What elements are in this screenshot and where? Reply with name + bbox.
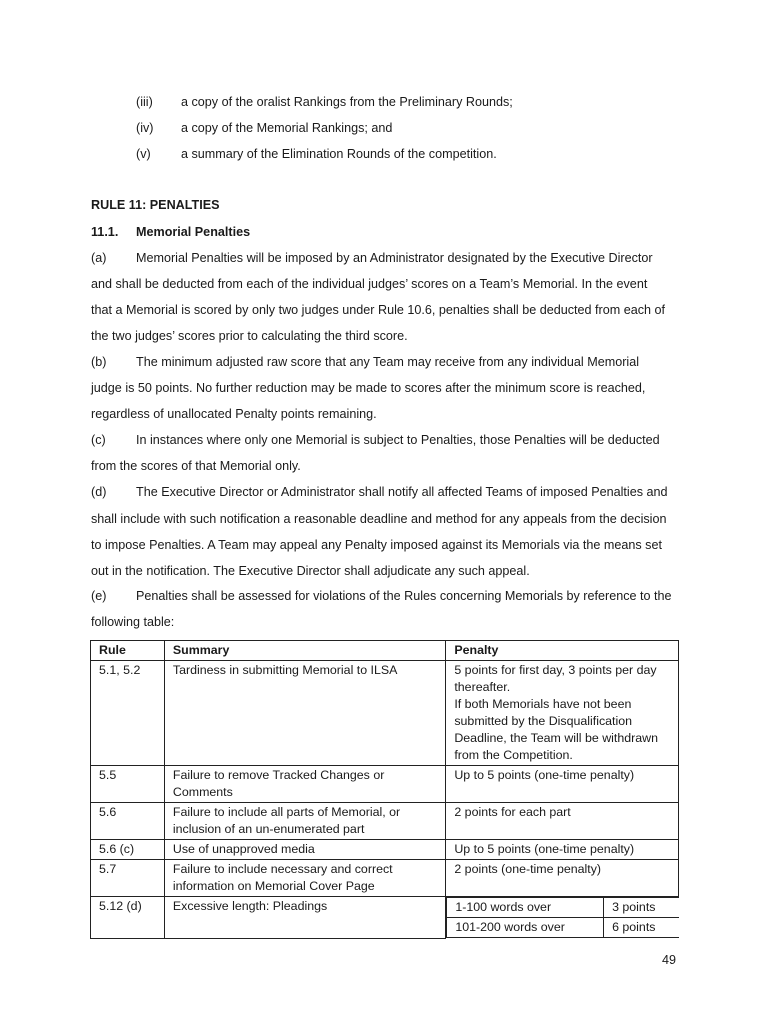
paragraph-line: Memorial Penalties will be imposed by an Administrator designated by the Executive Director <box>136 251 653 265</box>
paragraph-line: the two judges’ scores prior to calculating the third score. <box>91 329 408 343</box>
paragraph-line: The minimum adjusted raw score that any Team may receive from any individual Memorial <box>136 355 640 369</box>
penalty-line: submitted by the Disqualification <box>454 714 633 728</box>
cell-penalty <box>446 803 679 840</box>
paragraph-line: that a Memorial is scored by only two judges under Rule 10.6, penalties shall be deducted from each of <box>91 303 666 317</box>
cell-penalty <box>446 840 679 860</box>
summary-line: inclusion of an un-enumerated part <box>172 822 365 836</box>
penalty-line: Deadline, the Team will be withdrawn <box>454 731 658 745</box>
cell-penalty <box>446 860 679 897</box>
penalty-line: Up to 5 points (one-time penalty) <box>454 768 635 782</box>
section-title: Memorial Penalties <box>136 225 251 239</box>
paragraph-line: out in the notification. The Executive Director shall adjudicate any such appeal. <box>91 564 530 578</box>
table-row <box>91 766 679 803</box>
summary-line: information on Memorial Cover Page <box>172 879 375 893</box>
table-row <box>91 860 679 897</box>
list-item-number: (iii) <box>136 95 153 109</box>
penalty-line: 2 points (one-time penalty) <box>454 862 602 876</box>
list-item-text: a copy of the oralist Rankings from the Preliminary Rounds; <box>181 95 513 109</box>
paragraph-label: (e) <box>91 589 107 603</box>
paragraph-line: following table: <box>91 615 175 629</box>
summary-line: Failure to include all parts of Memorial, or <box>172 805 401 819</box>
paragraph-line: The Executive Director or Administrator shall notify all affected Teams of imposed Penalties and <box>136 485 668 499</box>
paragraph-line: to impose Penalties. A Team may appeal any Penalty imposed against its Memorials via the means set <box>91 538 662 552</box>
cell-summary <box>164 803 445 840</box>
word-points: 3 points <box>604 898 679 918</box>
header-summary: Summary <box>164 641 445 661</box>
paragraph-line: In instances where only one Memorial is subject to Penalties, those Penalties will be deducted <box>136 433 660 447</box>
paragraph-label: (b) <box>91 355 107 369</box>
section-number: 11.1. <box>91 225 119 239</box>
word-range: 1-100 words over <box>447 898 604 918</box>
list-item-text: a copy of the Memorial Rankings; and <box>181 121 393 135</box>
cell-summary <box>164 840 445 860</box>
summary-line: Use of unapproved media <box>172 842 315 856</box>
penalty-line: 5 points for first day, 3 points per day <box>454 663 657 677</box>
cell-rule: 5.6 <box>91 803 165 840</box>
penalty-line: 2 points for each part <box>454 805 571 819</box>
penalties-table <box>90 640 679 939</box>
word-points: 6 points <box>604 918 679 938</box>
list-item-number: (iv) <box>136 121 154 135</box>
table-row <box>91 661 679 766</box>
cell-rule: 5.12 (d) <box>91 897 165 939</box>
summary-line: Failure to remove Tracked Changes or <box>172 768 385 782</box>
cell-summary: Excessive length: Pleadings <box>164 897 445 939</box>
paragraph-line: from the scores of that Memorial only. <box>91 459 301 473</box>
paragraph-line: Penalties shall be assessed for violations of the Rules concerning Memorials by reference to the <box>136 589 672 603</box>
page-number: 49 <box>662 953 677 967</box>
cell-summary <box>164 661 445 766</box>
paragraph-line: judge is 50 points. No further reduction may be made to scores after the minimum score is reached, <box>91 381 646 395</box>
table-row <box>91 897 679 939</box>
paragraph-label: (c) <box>91 433 106 447</box>
summary-line: Comments <box>172 785 233 799</box>
list-item-number: (v) <box>136 147 151 161</box>
table-row <box>91 840 679 860</box>
summary-line: Tardiness in submitting Memorial to ILSA <box>172 663 398 677</box>
penalty-line: from the Competition. <box>454 748 573 762</box>
penalty-line: If both Memorials have not been <box>454 697 632 711</box>
cell-rule: 5.6 (c) <box>91 840 165 860</box>
cell-rule: 5.7 <box>91 860 165 897</box>
paragraph-label: (d) <box>91 485 107 499</box>
word-range: 101-200 words over <box>447 918 604 938</box>
cell-penalty <box>446 766 679 803</box>
cell-rule: 5.1, 5.2 <box>91 661 165 766</box>
cell-penalty-breakdown <box>446 897 679 939</box>
cell-summary <box>164 766 445 803</box>
header-penalty: Penalty <box>446 641 679 661</box>
cell-rule: 5.5 <box>91 766 165 803</box>
paragraph-label: (a) <box>91 251 107 265</box>
summary-line: Failure to include necessary and correct <box>172 862 393 876</box>
paragraph-line: shall include with such notification a reasonable deadline and method for any appeals from the decision <box>91 512 667 526</box>
penalty-subtable <box>446 897 678 938</box>
subtable-row <box>447 918 679 938</box>
table-row <box>91 803 679 840</box>
cell-penalty <box>446 661 679 766</box>
table-header-row <box>91 641 679 661</box>
paragraph-line: regardless of unallocated Penalty points remaining. <box>91 407 377 421</box>
penalty-line: thereafter. <box>454 680 511 694</box>
paragraph-line: and shall be deducted from each of the individual judges’ scores on a Team’s Memorial. In the event <box>91 277 648 291</box>
list-item-text: a summary of the Elimination Rounds of the competition. <box>181 147 497 161</box>
subtable-row <box>447 898 679 918</box>
cell-summary <box>164 860 445 897</box>
penalty-line: Up to 5 points (one-time penalty) <box>454 842 635 856</box>
rule-heading: RULE 11: PENALTIES <box>91 198 220 212</box>
header-rule: Rule <box>91 641 165 661</box>
